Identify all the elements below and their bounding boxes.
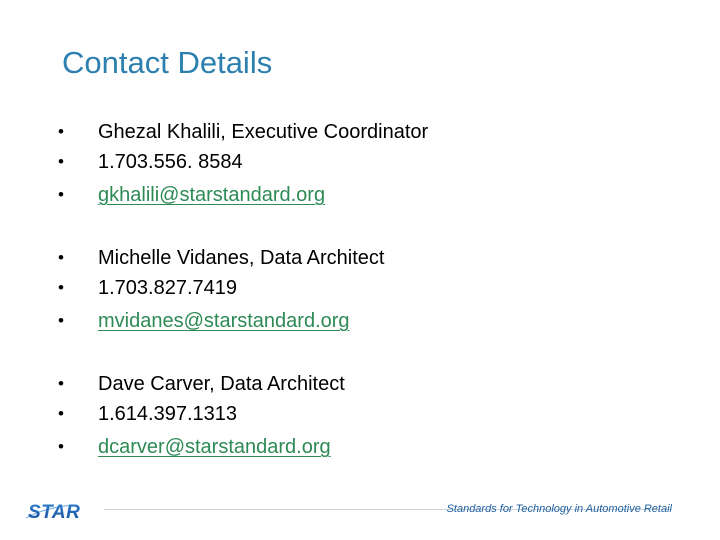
bullet: • (58, 185, 64, 204)
contact-phone: 1.614.397.1313 (98, 403, 238, 425)
contact-name-role: Dave Carver, Data Architect (98, 373, 345, 395)
contact-name-line (0, 244, 720, 272)
contact-name-role: Michelle Vidanes, Data Architect (98, 247, 385, 269)
contact-name-line (0, 370, 720, 398)
star-logo (24, 496, 96, 524)
contact-email-link[interactable]: dcarver@starstandard.org (98, 436, 331, 458)
bullet: • (58, 374, 64, 393)
contact-name-role: Ghezal Khalili, Executive Coordinator (98, 121, 429, 143)
bullet: • (58, 152, 64, 171)
bullet: • (58, 311, 64, 330)
bullet: • (58, 248, 64, 267)
contact-name-line (0, 118, 720, 146)
contact-email-line (0, 307, 720, 335)
contact-email-link[interactable]: mvidanes@starstandard.org (98, 310, 350, 332)
slide-title: Contact Details (62, 45, 273, 80)
contact-email-line (0, 433, 720, 461)
bullet: • (58, 404, 64, 423)
contact-email-link[interactable]: gkhalili@starstandard.org (98, 184, 326, 206)
contact-phone-line (0, 148, 720, 176)
footer-tagline: Standards for Technology in Automotive Retail (446, 503, 672, 515)
bullet: • (58, 122, 64, 141)
bullet: • (58, 278, 64, 297)
contact-phone: 1.703.556. 8584 (98, 151, 243, 173)
contact-phone-line (0, 400, 720, 428)
logo-wordmark: STAR (28, 502, 81, 523)
contact-email-line (0, 181, 720, 209)
bullet: • (58, 437, 64, 456)
contact-phone-line (0, 274, 720, 302)
contact-phone: 1.703.827.7419 (98, 277, 238, 299)
